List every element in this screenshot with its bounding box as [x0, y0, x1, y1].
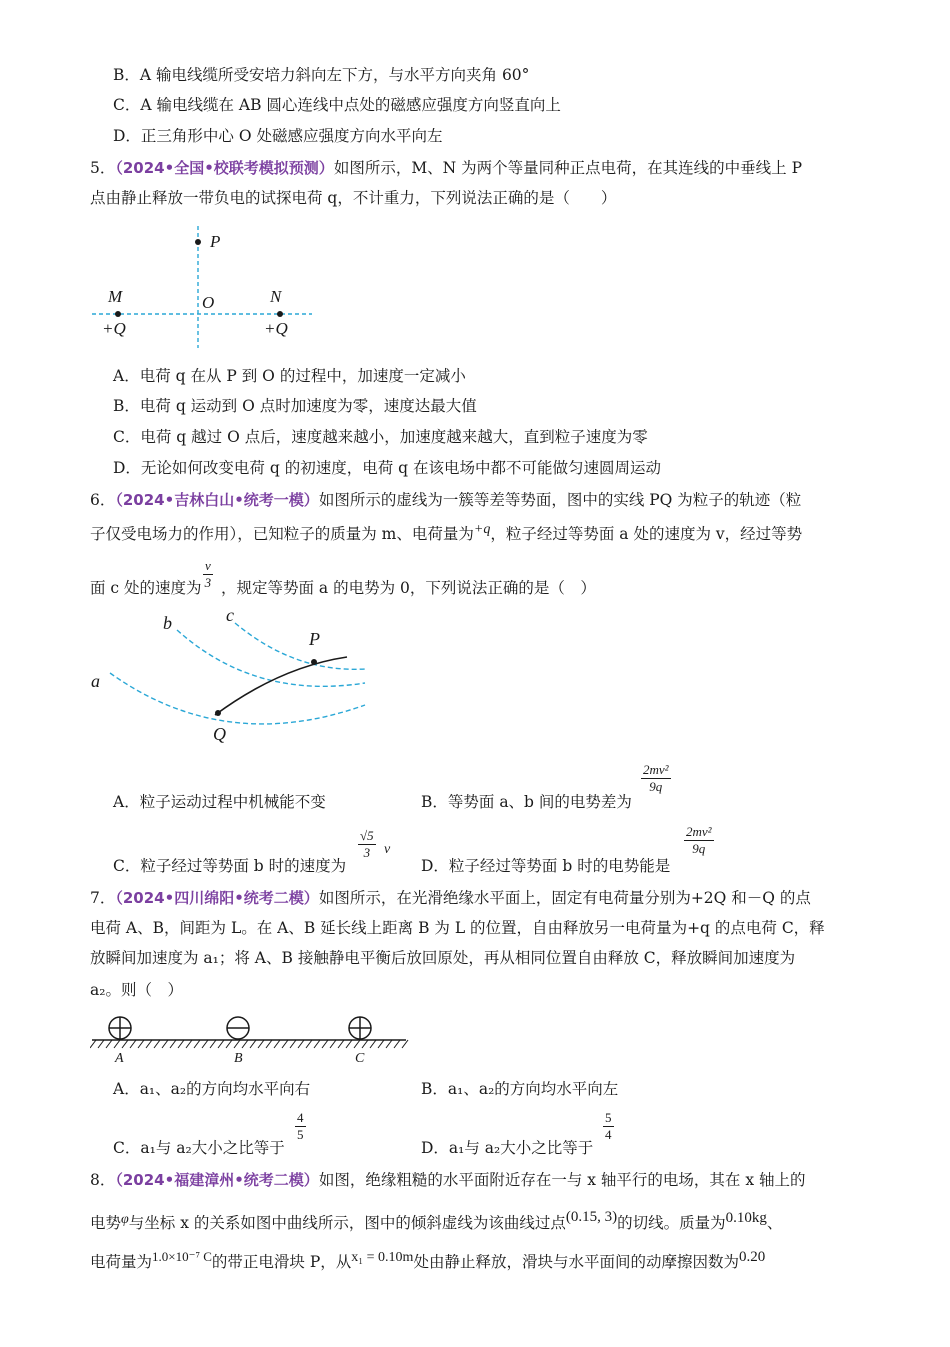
- q5-figure: [90, 222, 320, 352]
- q6-label-a: a: [91, 671, 100, 691]
- q8-stem3c: 处由静止释放，滑块与水平面间的动摩擦因数为: [413, 1253, 739, 1271]
- q7-stem-line2: 电荷 A、B，间距为 L。在 A、B 延长线上距离 B 为 L 的位置，自由释放另一电荷量为+q 的点电荷 C，释: [90, 919, 825, 937]
- q7-stem-line1: [90, 888, 811, 908]
- q6-stem-line2: [90, 524, 802, 546]
- q6-option-b: B．等势面 a、b 间的电势差为: [421, 793, 632, 811]
- q7-frac-c-num: 4: [297, 1110, 304, 1125]
- q5-stem-line2: 点由静止释放一带负电的试探电荷 q，不计重力，下列说法正确的是（ ）: [90, 189, 617, 207]
- q6-charge-symbol: +q: [473, 522, 491, 537]
- q5-option-b: B．电荷 q 运动到 O 点时加速度为零，速度达最大值: [113, 397, 477, 415]
- q7-label-b: B: [234, 1051, 243, 1066]
- q7-stem-line3: 放瞬间加速度为 a₁；将 A、B 接触静电平衡后放回原处，再从相同位置自由释放 C，释放瞬间加速度为: [90, 949, 796, 967]
- q8-source: （2024•福建漳州•统考二模）: [115, 1171, 319, 1189]
- q6-fraction-b: [641, 762, 671, 795]
- q8-stem3a: 电荷量为: [90, 1253, 153, 1271]
- q6-stem3b: ，规定等势面 a 的电势为 0，下列说法正确的是（ ）: [221, 579, 596, 597]
- q4-option-c: C．A 输电线缆在 AB 圆心连线中点处的磁感应强度方向竖直向上: [113, 96, 561, 114]
- q5-option-a: A．电荷 q 在从 P 到 O 的过程中，加速度一定减小: [113, 367, 466, 385]
- q5-label-m: M: [108, 287, 123, 306]
- q8-stem-line3: [90, 1249, 766, 1274]
- q6-frac-v3-den: 3: [204, 575, 212, 590]
- q8-point: (0.15, 3): [565, 1209, 618, 1225]
- q6-fraction-d: [684, 824, 714, 857]
- q6-point-q: [215, 710, 221, 716]
- q6-fraction-c: [358, 828, 376, 861]
- q6-frac-b-den: 9q: [649, 779, 663, 794]
- q8-phi: φ: [121, 1212, 129, 1227]
- q8-mass: 0.10kg: [725, 1210, 767, 1226]
- q7-label-c: C: [355, 1051, 365, 1066]
- q6-figure: [85, 605, 375, 750]
- q7-fraction-d: [603, 1110, 614, 1143]
- q6-option-a: A．粒子运动过程中机械能不变: [113, 793, 326, 811]
- q7-frac-c-den: 5: [297, 1127, 304, 1142]
- q8-stem2b: 与坐标 x 的关系如图中曲线所示，图中的倾斜虚线为该曲线过点: [128, 1214, 566, 1232]
- q6-label-c: c: [226, 605, 234, 625]
- q8-charge: 1.0×10⁻⁷ C: [152, 1249, 212, 1264]
- q6-label-b: b: [163, 613, 172, 633]
- q5-charge-m: [115, 311, 121, 317]
- q6-fraction-v3: [203, 558, 213, 591]
- q8-stem1: 如图，绝缘粗糙的水平面附近存在一与 x 轴平行的电场，其在 x 轴上的: [318, 1171, 806, 1189]
- q5-label-qn: +Q: [264, 319, 288, 338]
- q5-label-n: N: [270, 287, 282, 306]
- q6-frac-d-num: 2mv²: [686, 824, 712, 839]
- q8-x1: x₁ = 0.10m: [351, 1250, 414, 1265]
- q6-source: （2024•吉林白山•统考一模）: [115, 491, 319, 509]
- q5-charge-n: [277, 311, 283, 317]
- q7-charge-a: [109, 1017, 131, 1039]
- q6-frac-c-den: 3: [363, 845, 371, 860]
- q5-label-p: P: [210, 232, 221, 251]
- q6-frac-v3-num: v: [205, 558, 211, 573]
- q7-stem-line4: a₂。则（ ）: [90, 981, 183, 999]
- q7-option-c: C．a₁与 a₂大小之比等于: [113, 1139, 285, 1157]
- q6-option-d: D．粒子经过等势面 b 时的电势能是: [421, 857, 671, 875]
- q5-option-c: C．电荷 q 越过 O 点后，速度越来越小，加速度越来越大，直到粒子速度为零: [113, 428, 648, 446]
- q6-frac-d-den: 9q: [692, 841, 706, 856]
- q7-frac-d-den: 4: [605, 1127, 612, 1142]
- q7-option-b: B．a₁、a₂的方向均水平向左: [421, 1080, 619, 1098]
- q6-label-p: P: [309, 629, 320, 649]
- q6-frac-c-tail: v: [384, 842, 391, 857]
- q8-stem2d: 、: [766, 1214, 783, 1232]
- q8-stem3b: 的带正电滑块 P，从: [211, 1253, 352, 1271]
- q8-stem-line2: [90, 1209, 783, 1235]
- q5-label-o: O: [202, 293, 215, 312]
- q5-stem1: 如图所示，M、N 为两个等量同种正点电荷，在其连线的中垂线上 P: [333, 159, 803, 177]
- q7-figure: [90, 1010, 410, 1068]
- q7-fraction-c: [295, 1110, 306, 1143]
- q6-stem2b: ，粒子经过等势面 a 处的速度为 v，经过等势: [490, 525, 803, 543]
- q6-stem-line1: [90, 490, 801, 510]
- q5-stem-line1: [90, 158, 802, 178]
- q4-option-d: D．正三角形中心 O 处磁感应强度方向水平向左: [113, 127, 443, 145]
- q6-frac-c-num: √5: [360, 828, 374, 843]
- q7-option-a: A．a₁、a₂的方向均水平向右: [113, 1080, 311, 1098]
- q6-option-c: C．粒子经过等势面 b 时的速度为: [113, 857, 347, 875]
- q5-point-p: [195, 239, 201, 245]
- q6-label-q: Q: [213, 724, 226, 744]
- q4-option-b: B．A 输电线缆所受安培力斜向左下方，与水平方向夹角 60°: [113, 66, 530, 84]
- q7-stem1: 如图所示，在光滑绝缘水平面上，固定有电荷量分别为+2Q 和－Q 的点: [318, 889, 811, 907]
- q6-number: 6．: [90, 491, 116, 509]
- q5-number: 5．: [90, 159, 116, 177]
- q7-label-a: A: [115, 1051, 124, 1066]
- q5-source: （2024•全国•校联考模拟预测）: [115, 159, 334, 177]
- q7-charge-b: [227, 1017, 249, 1039]
- q7-source: （2024•四川绵阳•统考二模）: [115, 889, 319, 907]
- q5-option-d: D．无论如何改变电荷 q 的初速度，电荷 q 在该电场中都不可能做匀速圆周运动: [113, 459, 661, 477]
- q6-stem1: 如图所示的虚线为一簇等差等势面，图中的实线 PQ 为粒子的轨迹（粒: [318, 491, 802, 509]
- q7-ground-hatch: [90, 1040, 408, 1048]
- q8-stem2a: 电势: [90, 1214, 122, 1232]
- q8-mu: 0.20: [738, 1249, 766, 1265]
- q8-stem2c: 的切线。质量为: [617, 1214, 726, 1232]
- q6-stem2a: 子仅受电场力的作用），已知粒子的质量为 m、电荷量为: [90, 525, 474, 543]
- q6-stem3a: 面 c 处的速度为: [90, 579, 202, 597]
- q7-option-d: D．a₁与 a₂大小之比等于: [421, 1139, 594, 1157]
- q7-charge-c: [349, 1017, 371, 1039]
- q7-number: 7．: [90, 889, 116, 907]
- q8-stem-line1: [90, 1170, 806, 1190]
- q6-point-p: [311, 659, 317, 665]
- q8-number: 8．: [90, 1171, 116, 1189]
- q5-label-qm: +Q: [102, 319, 126, 338]
- q7-frac-d-num: 5: [605, 1110, 612, 1125]
- q6-frac-b-num: 2mv²: [643, 762, 669, 777]
